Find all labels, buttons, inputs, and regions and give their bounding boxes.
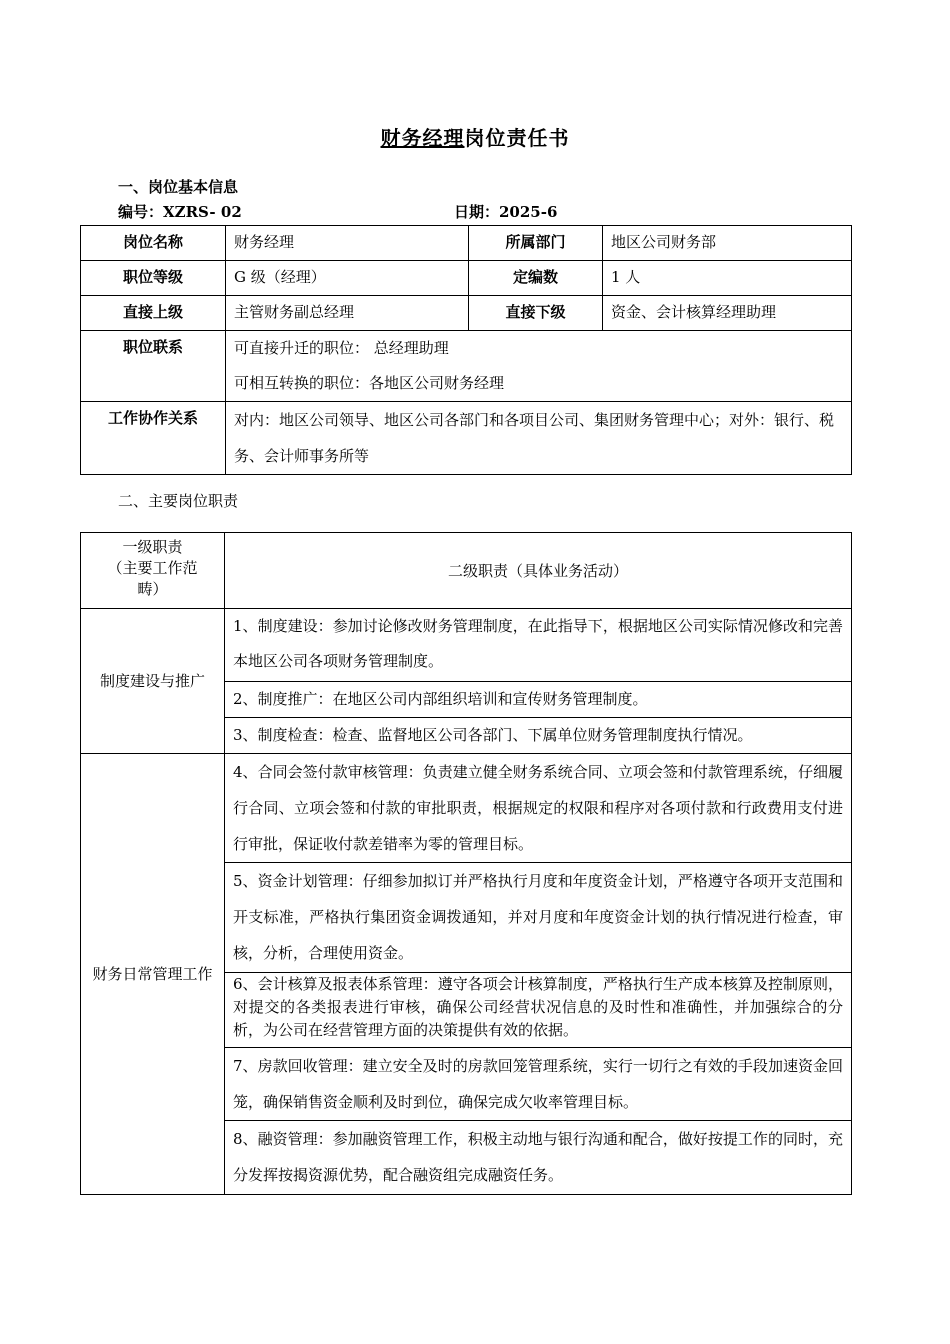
duty-item: 4、合同会签付款审核管理：负责建立健全财务系统合同、立项会签和付款管理系统，仔细履行合同、立项会签和付款的审批职责，根据规定的权限和程序对各项付款和行政费用支付进行审批，保证收付款差错率为零的管理目标。 — [225, 754, 852, 863]
value-department: 地区公司财务部 — [603, 226, 852, 261]
duty-item: 5、资金计划管理：仔细参加拟订并严格执行月度和年度资金计划，严格遵守各项开支范围和开支标准，严格执行集团资金调拨通知，并对月度和年度资金计划的执行情况进行检查，审核，分析，合理使用资金。 — [225, 863, 852, 973]
table-row — [81, 261, 852, 296]
duty-item: 7、房款回收管理：建立安全及时的房款回笼管理系统，实行一切行之有效的手段加速资金回笼，确保销售资金顺利及时到位，确保完成欠收率管理目标。 — [225, 1048, 852, 1121]
label-collaboration: 工作协作关系 — [81, 402, 226, 475]
document-code: 编号：XZRS- 02 — [118, 203, 242, 221]
label-headcount: 定编数 — [469, 261, 603, 296]
header-primary-duty — [81, 533, 225, 609]
value-subordinate: 资金、会计核算经理助理 — [603, 296, 852, 331]
value-superior: 主管财务副总经理 — [226, 296, 469, 331]
value-headcount: 1 人 — [603, 261, 852, 296]
transfer-line: 可相互转换的职位：各地区公司财务经理 — [234, 374, 505, 392]
label-superior: 直接上级 — [81, 296, 226, 331]
duty-item: 1、制度建设：参加讨论修改财务管理制度，在此指导下，根据地区公司实际情况修改和完善本地区公司各项财务管理制度。 — [225, 609, 852, 682]
promotion-line: 可直接升迁的职位： 总经理助理 — [234, 339, 449, 357]
category-system-building: 制度建设与推广 — [81, 609, 225, 754]
table-row — [81, 402, 852, 475]
section2-heading: 二、主要岗位职责 — [118, 492, 239, 510]
label-department: 所属部门 — [469, 226, 603, 261]
document-date: 日期：2025-6 — [454, 203, 558, 221]
table-row — [81, 533, 852, 609]
value-position-name: 财务经理 — [226, 226, 469, 261]
table-row — [81, 296, 852, 331]
table-row — [81, 609, 852, 682]
document-title — [0, 122, 950, 151]
duty-item: 8、融资管理：参加融资管理工作，积极主动地与银行沟通和配合，做好按提工作的同时，充分发挥按揭资源优势，配合融资组完成融资任务。 — [225, 1121, 852, 1195]
header-primary-duty-line2: （主要工作范 — [107, 559, 198, 577]
value-position-relation — [226, 331, 852, 402]
table-row — [81, 754, 852, 863]
meta-row — [118, 201, 848, 223]
header-primary-duty-line1: 一级职责 — [122, 538, 183, 556]
duty-item: 2、制度推广：在地区公司内部组织培训和宣传财务管理制度。 — [225, 682, 852, 718]
label-grade: 职位等级 — [81, 261, 226, 296]
duties-table — [80, 532, 852, 1195]
title-underlined: 财务经理 — [380, 126, 465, 150]
section1-heading: 一、岗位基本信息 — [118, 178, 239, 196]
table-row — [81, 226, 852, 261]
basic-info-table — [80, 225, 852, 475]
value-collaboration: 对内：地区公司领导、地区公司各部门和各项目公司、集团财务管理中心；对外：银行、税务、会计师事务所等 — [226, 402, 852, 475]
duty-item: 6、会计核算及报表体系管理：遵守各项会计核算制度，严格执行生产成本核算及控制原则，对提交的各类报表进行审核，确保公司经营状况信息的及时性和准确性，并加强综合的分析，为公司在经营管理方面的决策提供有效的依据。 — [225, 973, 852, 1048]
label-subordinate: 直接下级 — [469, 296, 603, 331]
header-primary-duty-line3: 畴） — [137, 580, 168, 598]
table-row — [81, 331, 852, 402]
label-position-relation: 职位联系 — [81, 331, 226, 402]
duty-item: 3、制度检查：检查、监督地区公司各部门、下属单位财务管理制度执行情况。 — [225, 718, 852, 754]
title-rest: 岗位责任书 — [464, 126, 570, 150]
value-grade: G 级（经理） — [226, 261, 469, 296]
category-daily-management: 财务日常管理工作 — [81, 754, 225, 1195]
header-secondary-duty: 二级职责（具体业务活动） — [225, 533, 852, 609]
label-position-name: 岗位名称 — [81, 226, 226, 261]
